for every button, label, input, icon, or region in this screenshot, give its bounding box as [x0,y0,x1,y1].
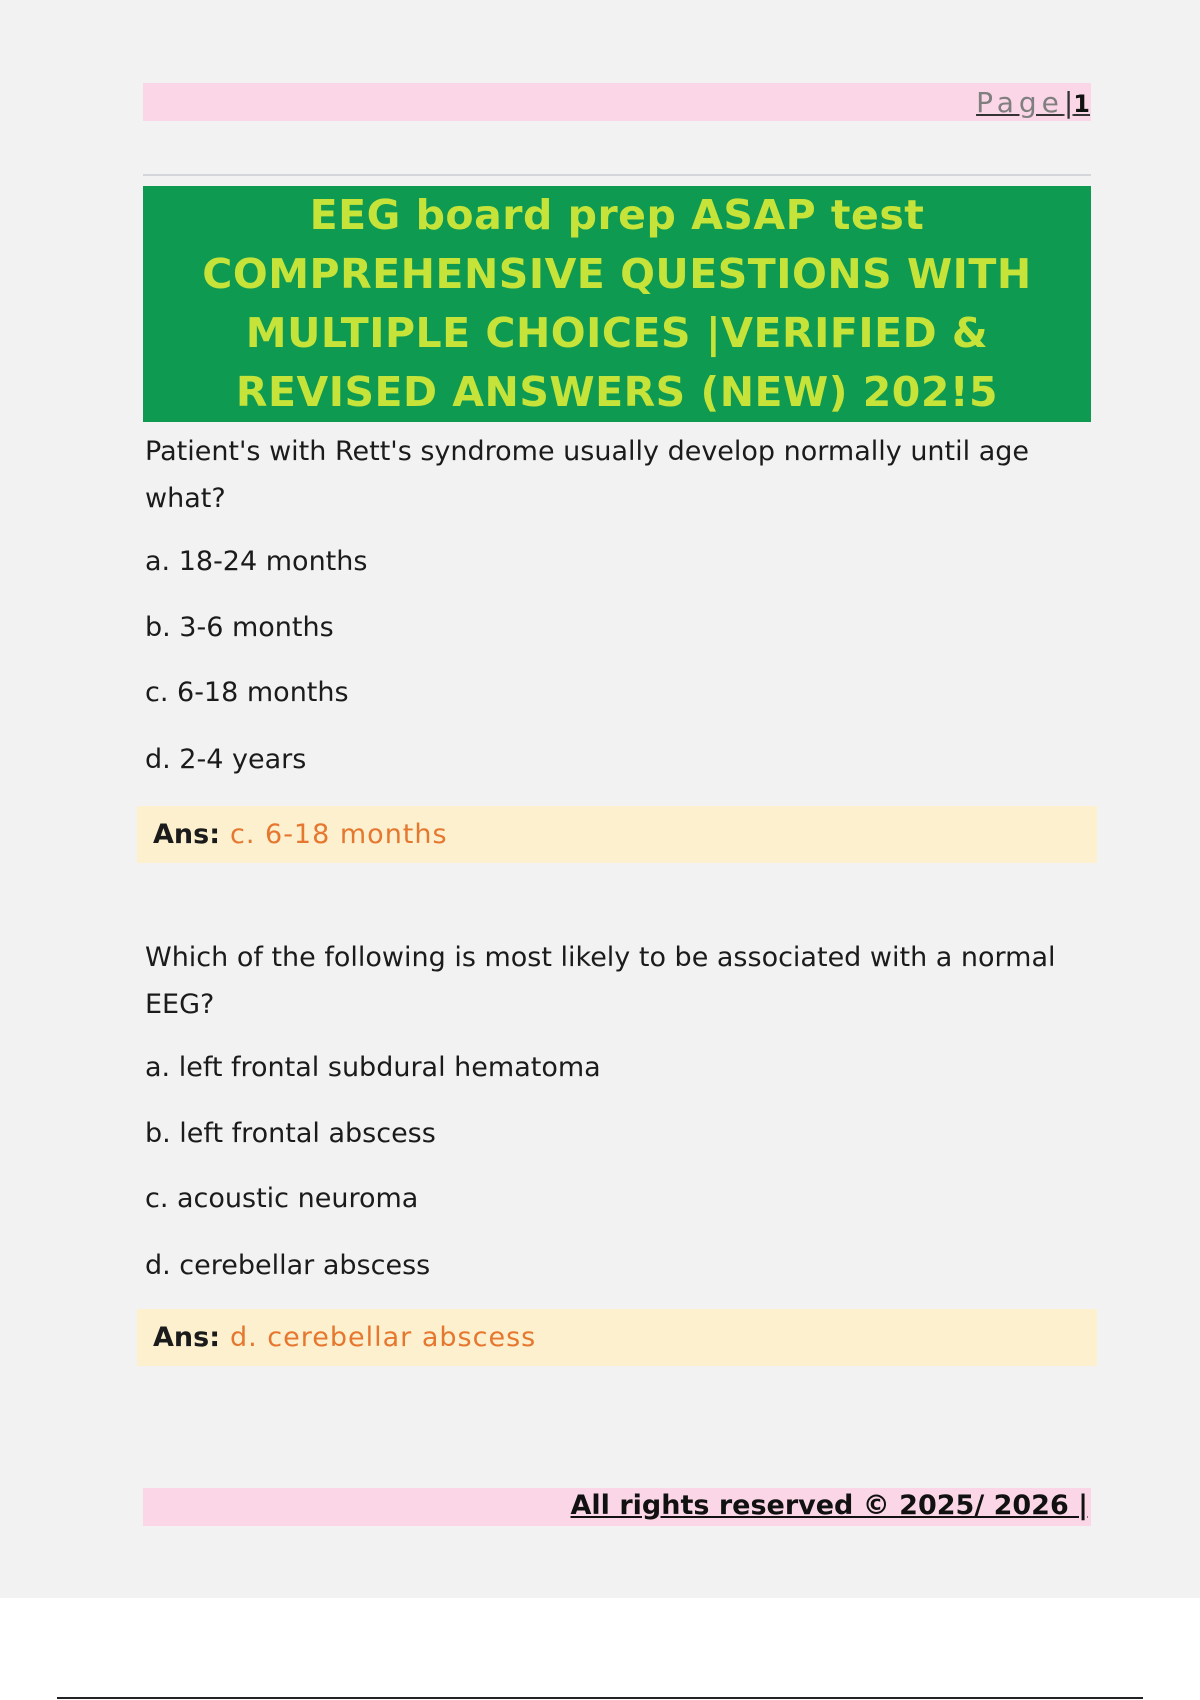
question-1-answer-box [137,806,1097,863]
document-title: EEG board prep ASAP test COMPREHENSIVE QUESTIONS WITH MULTIPLE CHOICES |VERIFIED & REVISED ANSWERS (NEW) 202!5 [202,191,1032,416]
question-1 [145,428,1085,522]
question-2 [145,934,1085,1028]
question-2-option-c: c. acoustic neuroma [145,1183,419,1214]
question-1-option-a: a. 18-24 months [145,546,368,577]
copyright-footer: All rights reserved © 2025/ 2026 | [570,1490,1088,1521]
page-separator: | [1063,86,1074,119]
question-1-option-b: b. 3-6 months [145,612,334,643]
question-1-option-c: c. 6-18 months [145,677,349,708]
answer-value: d. cerebellar abscess [230,1322,537,1353]
question-2-option-a: a. left frontal subdural hematoma [145,1052,601,1083]
question-2-answer-box [137,1309,1097,1366]
answer-label: Ans: [153,1322,220,1353]
question-2-option-b: b. left frontal abscess [145,1118,436,1149]
header-rule [143,174,1091,176]
header-band [143,83,1091,121]
page-number-label [976,86,1090,121]
page-number: 1 [1073,90,1090,118]
answer-label: Ans: [153,819,220,850]
question-text: Which of the following is most likely to be associated with a normal EEG? [145,942,1056,1020]
title-banner [143,186,1091,422]
question-1-option-d: d. 2-4 years [145,744,307,775]
question-text: Patient's with Rett's syndrome usually develop normally until age what? [145,436,1030,514]
page-word: Page [976,86,1064,119]
answer-value: c. 6-18 months [230,819,448,850]
question-2-option-d: d. cerebellar abscess [145,1250,431,1281]
bottom-divider [57,1697,1143,1699]
